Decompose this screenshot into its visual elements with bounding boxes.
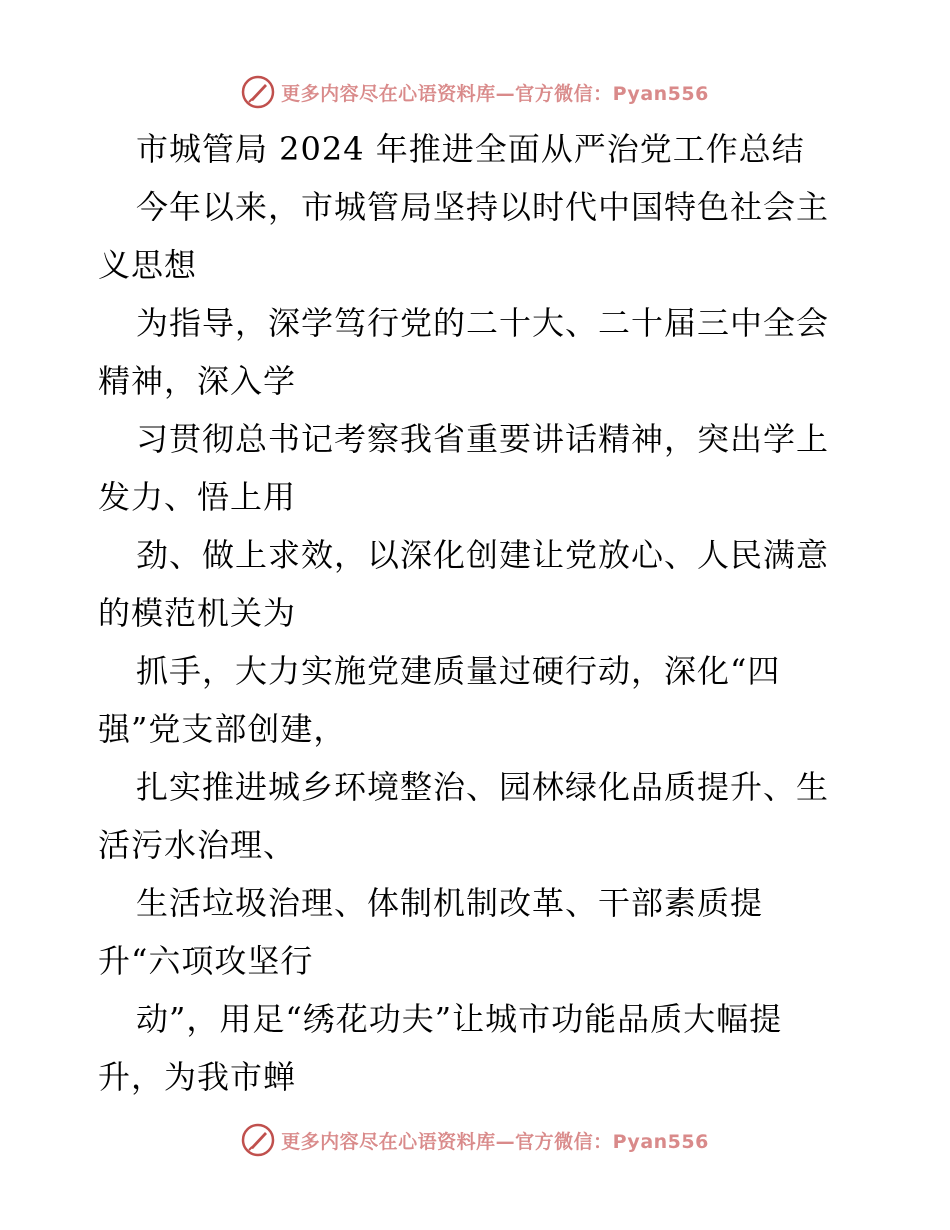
footer-watermark xyxy=(0,1120,950,1160)
paragraph-line: 升“六项攻坚行 xyxy=(98,942,314,980)
quill-logo-icon xyxy=(241,1123,275,1157)
paragraph-line: 的模范机关为 xyxy=(98,594,297,632)
paragraph-line: 生活垃圾治理、体制机制改革、干部素质提 xyxy=(136,884,764,922)
watermark-text: 更多内容尽在心语资料库—官方微信：Pyan556 xyxy=(281,1130,709,1153)
paragraph-line: 精神，深入学 xyxy=(98,362,297,400)
paragraph-line: 劲、做上求效，以深化创建让党放心、人民满意 xyxy=(136,536,830,574)
quill-logo-icon xyxy=(241,75,275,109)
paragraph-line: 升，为我市蝉 xyxy=(98,1058,297,1096)
paragraph-line: 强”党支部创建， xyxy=(98,710,347,748)
paragraph-line: 发力、悟上用 xyxy=(98,478,297,516)
paragraph-line: 为指导，深学笃行党的二十大、二十届三中全会 xyxy=(136,304,830,342)
paragraph-line: 扎实推进城乡环境整治、园林绿化品质提升、生 xyxy=(136,768,830,806)
watermark-text: 更多内容尽在心语资料库—官方微信：Pyan556 xyxy=(281,82,709,105)
paragraph-line: 习贯彻总书记考察我省重要讲话精神，突出学上 xyxy=(136,420,830,458)
document-body xyxy=(98,120,858,1106)
paragraph-line: 抓手，大力实施党建质量过硬行动，深化“四 xyxy=(136,652,781,690)
header-watermark xyxy=(0,72,950,112)
paragraph-line: 义思想 xyxy=(98,246,198,284)
document-title: 市城管局 2024 年推进全面从严治党工作总结 xyxy=(136,130,805,168)
paragraph-line: 活污水治理、 xyxy=(98,826,297,864)
paragraph-line: 动”，用足“绣花功夫”让城市功能品质大幅提 xyxy=(136,1000,783,1038)
paragraph-line: 今年以来，市城管局坚持以时代中国特色社会主 xyxy=(136,188,830,226)
